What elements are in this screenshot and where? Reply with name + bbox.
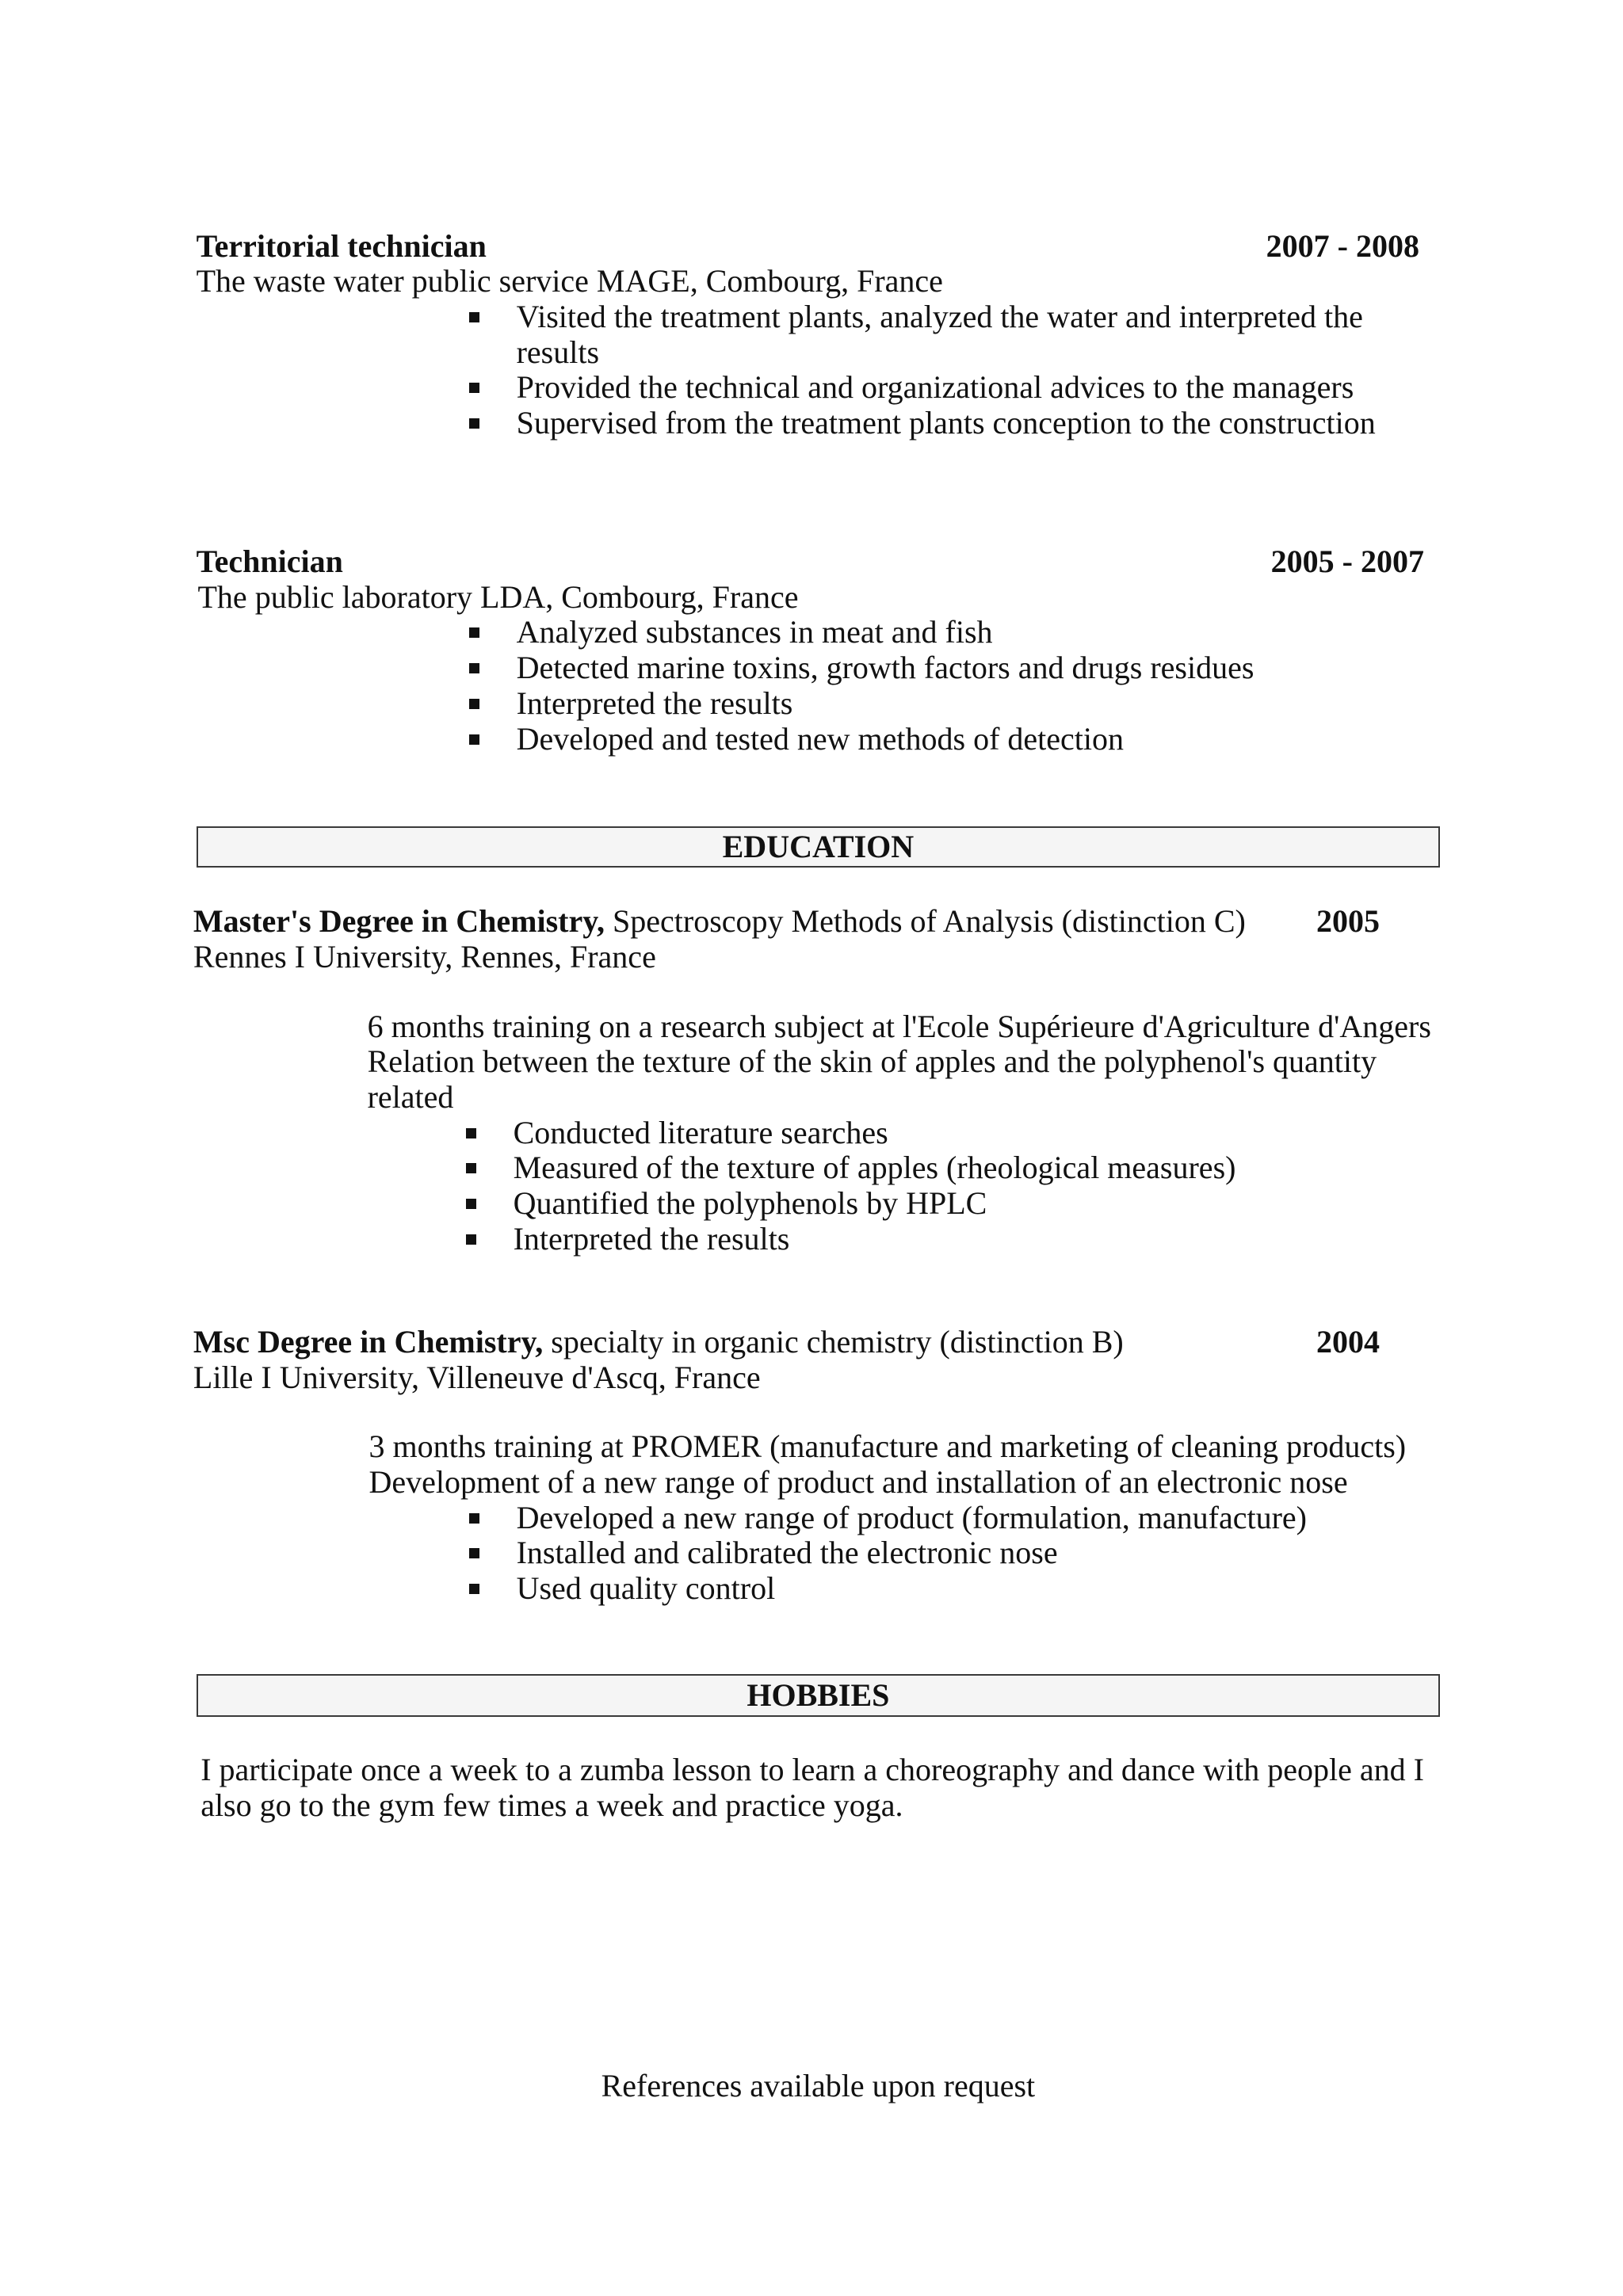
job-header — [197, 229, 1419, 265]
job-duties-list — [469, 615, 1419, 757]
training-description: 6 months training on a research subject at l'Ecole Supérieure d'Agriculture d'Angers — [367, 1008, 1431, 1044]
square-bullet-icon — [466, 1199, 476, 1209]
square-bullet-icon — [466, 1234, 476, 1245]
degree-title-line — [193, 1325, 1124, 1360]
duty-text: Supervised from the treatment plants conception to the construction — [516, 405, 1376, 441]
duty-text: Visited the treatment plants, analyzed the water and interpreted the results — [516, 299, 1363, 370]
training-tasks-list — [469, 1501, 1419, 1607]
square-bullet-icon — [466, 1163, 476, 1173]
degree-year: 2005 — [1316, 903, 1380, 940]
list-item — [469, 406, 1419, 441]
training-description: 3 months training at PROMER (manufacture and marketing of cleaning products) — [369, 1428, 1407, 1465]
degree-header — [193, 904, 1380, 940]
list-item — [469, 299, 1419, 370]
square-bullet-icon — [469, 734, 479, 745]
training-project: Development of a new range of product and installation of an electronic nose — [369, 1464, 1348, 1500]
square-bullet-icon — [469, 699, 479, 709]
list-item — [469, 370, 1419, 406]
job-dates: 2007 - 2008 — [1266, 227, 1419, 264]
job-organization: The public laboratory LDA, Combourg, France — [197, 578, 799, 615]
hobbies-heading: HOBBIES — [197, 1674, 1441, 1717]
degree-header — [193, 1325, 1380, 1360]
task-text: Used quality control — [516, 1570, 776, 1606]
square-bullet-icon — [469, 627, 479, 638]
job-organization: The waste water public service MAGE, Combourg, France — [196, 263, 943, 299]
degree-institution: Lille I University, Villeneuve d'Ascq, France — [193, 1359, 761, 1395]
list-item — [469, 650, 1419, 686]
task-text: Conducted literature searches — [513, 1114, 888, 1150]
degree-details: specialty in organic chemistry (distinction B) — [551, 1324, 1124, 1360]
training-project: Relation between the texture of the skin of apples and the polyphenol's quantity related — [367, 1043, 1377, 1115]
list-item — [469, 686, 1419, 722]
duty-text: Developed and tested new methods of detection — [516, 720, 1125, 757]
degree-institution: Rennes I University, Rennes, France — [193, 939, 656, 975]
education-heading: EDUCATION — [197, 826, 1441, 868]
job-title: Territorial technician — [196, 227, 487, 264]
list-item — [466, 1186, 1426, 1222]
job-dates: 2005 - 2007 — [1270, 543, 1424, 579]
square-bullet-icon — [469, 1548, 479, 1558]
list-item — [466, 1116, 1426, 1151]
task-text: Developed a new range of product (formulation, manufacture) — [516, 1499, 1307, 1535]
list-item — [469, 1501, 1419, 1536]
job-duties-list — [469, 299, 1419, 441]
list-item — [469, 1535, 1419, 1571]
hobbies-text: I participate once a week to a zumba lesson to learn a choreography and dance with people and I also go to the gym few times a week and practice yoga. — [200, 1752, 1424, 1823]
degree-name: Msc Degree in Chemistry, — [193, 1324, 544, 1360]
duty-text: Interpreted the results — [516, 685, 793, 721]
job-header — [197, 544, 1424, 580]
square-bullet-icon — [469, 383, 479, 393]
square-bullet-icon — [469, 1513, 479, 1524]
task-text: Interpreted the results — [513, 1220, 790, 1257]
degree-year: 2004 — [1316, 1324, 1380, 1360]
list-item — [469, 1571, 1419, 1607]
square-bullet-icon — [469, 312, 479, 322]
degree-title-line — [193, 904, 1246, 940]
training-tasks-list — [466, 1116, 1426, 1257]
job-title: Technician — [196, 543, 343, 579]
square-bullet-icon — [466, 1128, 476, 1138]
square-bullet-icon — [469, 663, 479, 673]
list-item — [469, 615, 1419, 650]
duty-text: Detected marine toxins, growth factors and drugs residues — [516, 650, 1254, 686]
task-text: Measured of the texture of apples (rheological measures) — [513, 1150, 1236, 1186]
degree-details: Spectroscopy Methods of Analysis (distinction C) — [613, 903, 1246, 940]
list-item — [466, 1222, 1426, 1257]
square-bullet-icon — [469, 1584, 479, 1594]
task-text: Quantified the polyphenols by HPLC — [513, 1185, 987, 1221]
duty-text: Provided the technical and organizational advices to the managers — [516, 369, 1354, 406]
list-item — [469, 722, 1419, 757]
task-text: Installed and calibrated the electronic nose — [516, 1535, 1058, 1571]
degree-name: Master's Degree in Chemistry, — [193, 903, 605, 940]
references-note: References available upon request — [601, 2067, 1036, 2103]
duty-text: Analyzed substances in meat and fish — [516, 614, 993, 650]
square-bullet-icon — [469, 418, 479, 429]
list-item — [466, 1150, 1426, 1186]
